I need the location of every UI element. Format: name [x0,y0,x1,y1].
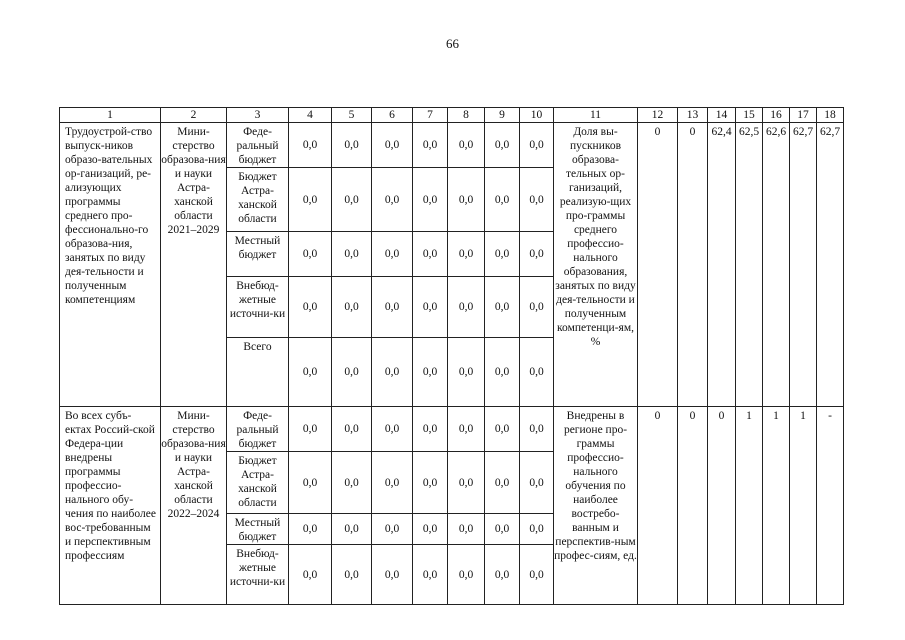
target-value: - [817,407,844,605]
target-value: 0 [708,407,736,605]
target-value: 1 [763,407,790,605]
column-number: 8 [448,108,485,123]
amount-cell: 0,0 [289,452,332,514]
amount-cell: 0,0 [448,232,485,277]
funding-source: Бюджет Астра-ханской области [227,452,289,514]
amount-cell: 0,0 [413,123,448,168]
amount-cell: 0,0 [520,407,554,452]
amount-cell: 0,0 [332,338,372,407]
amount-cell: 0,0 [372,545,413,605]
column-number: 10 [520,108,554,123]
target-value: 0 [678,407,708,605]
target-value: 62,7 [790,123,817,407]
page-number: 66 [446,36,459,51]
funding-source: Внебюд-жетные источни-ки [227,545,289,605]
funding-source: Всего [227,338,289,407]
amount-cell: 0,0 [332,545,372,605]
amount-cell: 0,0 [448,545,485,605]
table-row [60,123,844,168]
target-value: 1 [790,407,817,605]
amount-cell: 0,0 [485,338,520,407]
indicator-name: Внедрены в регионе про-граммы профессио-нального обучения по наиболее востребо-ванным и перспектив-ным профес-сиям, ед. [554,407,638,605]
amount-cell: 0,0 [372,407,413,452]
amount-cell: 0,0 [332,168,372,232]
amount-cell: 0,0 [372,168,413,232]
amount-cell: 0,0 [448,168,485,232]
amount-cell: 0,0 [520,514,554,545]
amount-cell: 0,0 [289,277,332,338]
target-value: 62,7 [817,123,844,407]
column-number: 17 [790,108,817,123]
amount-cell: 0,0 [289,123,332,168]
amount-cell: 0,0 [448,123,485,168]
amount-cell: 0,0 [485,452,520,514]
table-row [60,407,844,452]
amount-cell: 0,0 [520,545,554,605]
amount-cell: 0,0 [332,123,372,168]
amount-cell: 0,0 [372,514,413,545]
amount-cell: 0,0 [448,407,485,452]
amount-cell: 0,0 [289,338,332,407]
target-value: 0 [678,123,708,407]
amount-cell: 0,0 [332,514,372,545]
amount-cell: 0,0 [372,277,413,338]
amount-cell: 0,0 [485,232,520,277]
amount-cell: 0,0 [413,514,448,545]
column-number: 2 [161,108,227,123]
amount-cell: 0,0 [413,338,448,407]
amount-cell: 0,0 [485,123,520,168]
target-value: 62,5 [736,123,763,407]
amount-cell: 0,0 [413,407,448,452]
amount-cell: 0,0 [520,452,554,514]
column-number: 13 [678,108,708,123]
amount-cell: 0,0 [448,338,485,407]
amount-cell: 0,0 [485,407,520,452]
amount-cell: 0,0 [332,277,372,338]
amount-cell: 0,0 [372,232,413,277]
amount-cell: 0,0 [413,168,448,232]
indicator-name: Доля вы-пускников образова-тельных ор-ганизаций, реализую-щих про-граммы среднего профессио-нального образования, занятых по виду дея-тельности и полученным компетенци-ям, % [554,123,638,407]
column-number: 12 [638,108,678,123]
funding-source: Бюджет Астра-ханской области [227,168,289,232]
responsible-ministry: Мини-стерство образова-ния и науки Астра-ханской области 2022–2024 [161,407,227,605]
column-number: 11 [554,108,638,123]
amount-cell: 0,0 [413,545,448,605]
column-number: 14 [708,108,736,123]
amount-cell: 0,0 [520,232,554,277]
column-number: 6 [372,108,413,123]
amount-cell: 0,0 [372,338,413,407]
measure-description: Трудоустрой-ство выпуск-ников образо-вательных ор-ганизаций, ре-ализующих программы среднего про-фессионально-го образова-ния, занятых по виду дея-тельности и полученным компетенциям [60,123,161,407]
amount-cell: 0,0 [485,545,520,605]
column-number: 4 [289,108,332,123]
amount-cell: 0,0 [485,277,520,338]
column-number: 9 [485,108,520,123]
column-number: 16 [763,108,790,123]
amount-cell: 0,0 [413,232,448,277]
amount-cell: 0,0 [448,452,485,514]
amount-cell: 0,0 [485,168,520,232]
target-value: 0 [638,407,678,605]
column-number: 1 [60,108,161,123]
measure-description: Во всех субъ-ектах Россий-ской Федера-ции внедрены программы профессио-нального обу-чения по наиболее вос-требованным и перспективным профессиям [60,407,161,605]
column-number: 7 [413,108,448,123]
amount-cell: 0,0 [520,123,554,168]
target-value: 62,6 [763,123,790,407]
amount-cell: 0,0 [332,232,372,277]
amount-cell: 0,0 [485,514,520,545]
funding-source: Феде-ральный бюджет [227,123,289,168]
column-number: 3 [227,108,289,123]
funding-source: Местный бюджет [227,232,289,277]
responsible-ministry: Мини-стерство образова-ния и науки Астра-ханской области 2021–2029 [161,123,227,407]
funding-source: Местный бюджет [227,514,289,545]
target-value: 0 [638,123,678,407]
amount-cell: 0,0 [520,277,554,338]
amount-cell: 0,0 [413,277,448,338]
amount-cell: 0,0 [372,452,413,514]
amount-cell: 0,0 [413,452,448,514]
amount-cell: 0,0 [332,452,372,514]
column-number: 15 [736,108,763,123]
amount-cell: 0,0 [372,123,413,168]
funding-source: Внебюд-жетные источни-ки [227,277,289,338]
funding-source: Феде-ральный бюджет [227,407,289,452]
amount-cell: 0,0 [289,407,332,452]
amount-cell: 0,0 [289,545,332,605]
amount-cell: 0,0 [289,168,332,232]
target-value: 1 [736,407,763,605]
amount-cell: 0,0 [289,514,332,545]
amount-cell: 0,0 [332,407,372,452]
program-table [59,107,844,605]
amount-cell: 0,0 [289,232,332,277]
target-value: 62,4 [708,123,736,407]
column-number: 18 [817,108,844,123]
column-number: 5 [332,108,372,123]
amount-cell: 0,0 [520,338,554,407]
column-numbers-row [60,108,844,123]
amount-cell: 0,0 [448,277,485,338]
amount-cell: 0,0 [448,514,485,545]
amount-cell: 0,0 [520,168,554,232]
